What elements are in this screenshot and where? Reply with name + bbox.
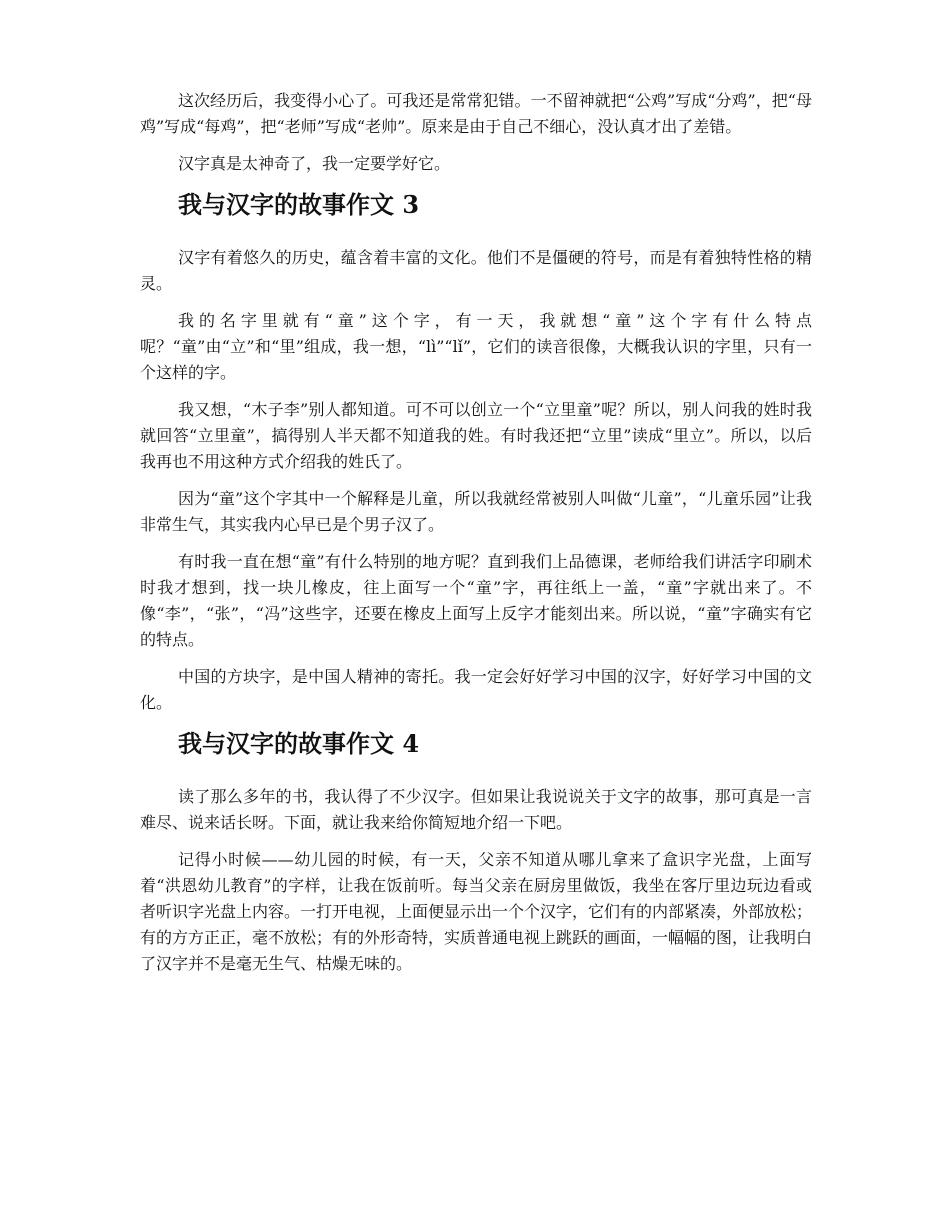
section-heading-4: 我与汉字的故事作文 4 [178,729,420,758]
paragraph: 我的名字里就有“童”这个字，有一天，我就想“童”这个字有什么特点呢？“童”由“立”和“里”组成，我一想，“lì”“lǐ”，它们的读音很像，大概我认识的字里，只有一个这样的字。 [140,311,812,382]
section-heading-3: 我与汉字的故事作文 3 [178,190,420,219]
paragraph: 我又想，“木子李”别人都知道。可不可以创立一个“立里童”呢？所以，别人问我的姓时我就回答“立里童”，搞得别人半天都不知道我的姓。有时我还把“立里”读成“里立”。所以，以后我再也不用这种方式介绍我的姓氏了。 [140,400,812,471]
document-page [140,88,812,988]
paragraph: 汉字有着悠久的历史，蕴含着丰富的文化。他们不是僵硬的符号，而是有着独特性格的精灵。 [140,248,812,293]
paragraph: 汉字真是太神奇了，我一定要学好它。 [178,154,451,173]
paragraph: 有时我一直在想“童”有什么特别的地方呢？直到我们上品德课，老师给我们讲活字印刷术时我才想到，找一块儿橡皮，往上面写一个“童”字，再往纸上一盖，“童”字就出来了。不像“李”，“张”，“冯”这些字，还要在橡皮上面写上反字才能刻出来。所以说，“童”字确实有它的特点。 [140,552,812,649]
paragraph: 读了那么多年的书，我认得了不少汉字。但如果让我说说关于文字的故事，那可真是一言难尽、说来话长呀。下面，就让我来给你简短地介绍一下吧。 [140,787,812,832]
paragraph: 因为“童”这个字其中一个解释是儿童，所以我就经常被别人叫做“儿童”，“儿童乐园”让我非常生气，其实我内心早已是个男子汉了。 [140,489,812,534]
paragraph: 记得小时候——幼儿园的时候，有一天，父亲不知道从哪儿拿来了盒识字光盘，上面写着“洪恩幼儿教育”的字样，让我在饭前听。每当父亲在厨房里做饭，我坐在客厅里边玩边看或者听识字光盘上内容。一打开电视，上面便显示出一个个汉字，它们有的内部紧凑，外部放松；有的方方正正，毫不放松；有的外形奇特，实质普通电视上跳跃的画面，一幅幅的图，让我明白了汉字并不是毫无生气、枯燥无味的。 [140,850,813,973]
paragraph: 中国的方块字，是中国人精神的寄托。我一定会好好学习中国的汉字，好好学习中国的文化。 [140,667,812,712]
paragraph: 这次经历后，我变得小心了。可我还是常常犯错。一不留神就把“公鸡”写成“分鸡”，把“母鸡”写成“每鸡”，把“老师”写成“老帅”。原来是由于自己不细心，没认真才出了差错。 [140,91,812,136]
